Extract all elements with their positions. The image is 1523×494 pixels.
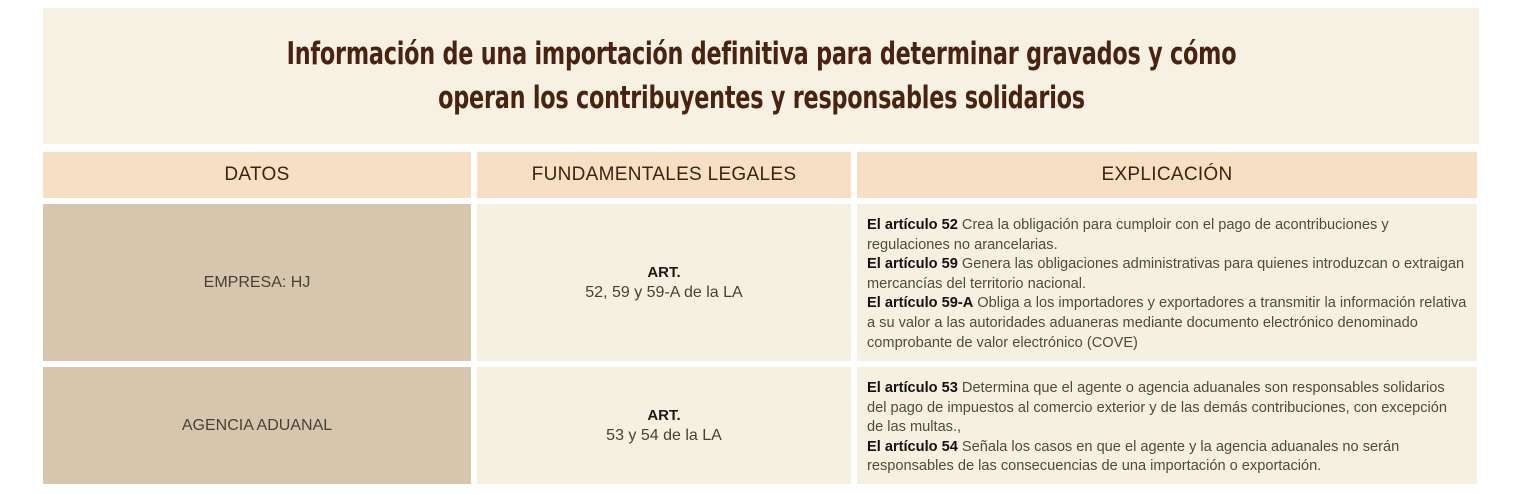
row-1-expl-item-2-title: El artículo 59: [867, 256, 958, 273]
row-2-expl-item-2-title: El artículo 54: [867, 438, 958, 455]
row-1-legal: [477, 204, 851, 361]
header-explicacion: EXPLICACIÓN: [857, 152, 1477, 198]
row-2-expl-item-2-text: Señala los casos en que el agente y la agencia aduanales no serán responsables de las consecuencias de una importación o exportación.: [867, 438, 1400, 475]
row-1-legal-art: ART.: [647, 263, 681, 281]
row-1-expl-item-1-text: Crea la obligación para cumploir con el pago de acontribuciones y regulaciones no arancelarias.: [867, 217, 1389, 253]
row-1-expl-item-3: [867, 294, 1467, 353]
row-2-expl-item-1-text: Determina que el agente o agencia aduanales son responsables solidarios del pago de impuestos al comercio exterior y de las demás contribuciones, con excepción de las multas.,: [867, 380, 1448, 436]
row-2-legal-art: ART.: [647, 406, 681, 424]
row-1-legal-ref: 52, 59 y 59-A de la LA: [585, 283, 743, 301]
header-datos: DATOS: [43, 152, 471, 198]
row-1-expl-item-1-title: El artículo 52: [867, 217, 958, 233]
title-banner: [43, 8, 1479, 144]
page-title: [286, 32, 1236, 120]
row-2-legal: [477, 367, 851, 484]
header-fundamentos: FUNDAMENTALES LEGALES: [477, 152, 851, 198]
title-line-1: Información de una importación definitiva para determinar gravados y cómo: [286, 36, 1236, 72]
row-1-expl-item-2-text: Genera las obligaciones administrativas para quienes introduzcan o extraigan mercancías del territorio nacional.: [867, 256, 1465, 292]
row-1-expl-item-3-title: El artículo 59-A: [867, 295, 974, 312]
row-2-dato: AGENCIA ADUANAL: [43, 367, 471, 484]
title-line-2: operan los contribuyentes y responsables solidarios: [437, 80, 1085, 116]
row-2-expl-item-1: [867, 379, 1467, 438]
row-2-explicacion: [857, 367, 1477, 484]
row-1-expl-item-2: [867, 255, 1467, 294]
row-1-expl-item-3-text: Obliga a los importadores y exportadores a transmitir la información relativa a su valor a las autoridades aduaneras mediante documento electrónico denominado comprobante de valor electrónico (COVE): [867, 295, 1467, 351]
row-2-expl-item-2: [867, 438, 1467, 477]
row-1-explicacion: [857, 204, 1477, 361]
row-1-dato: EMPRESA: HJ: [43, 204, 471, 361]
row-2-legal-ref: 53 y 54 de la LA: [606, 426, 722, 444]
row-2-expl-item-1-title: El artículo 53: [867, 380, 958, 396]
row-1-expl-item-1: [867, 216, 1467, 255]
